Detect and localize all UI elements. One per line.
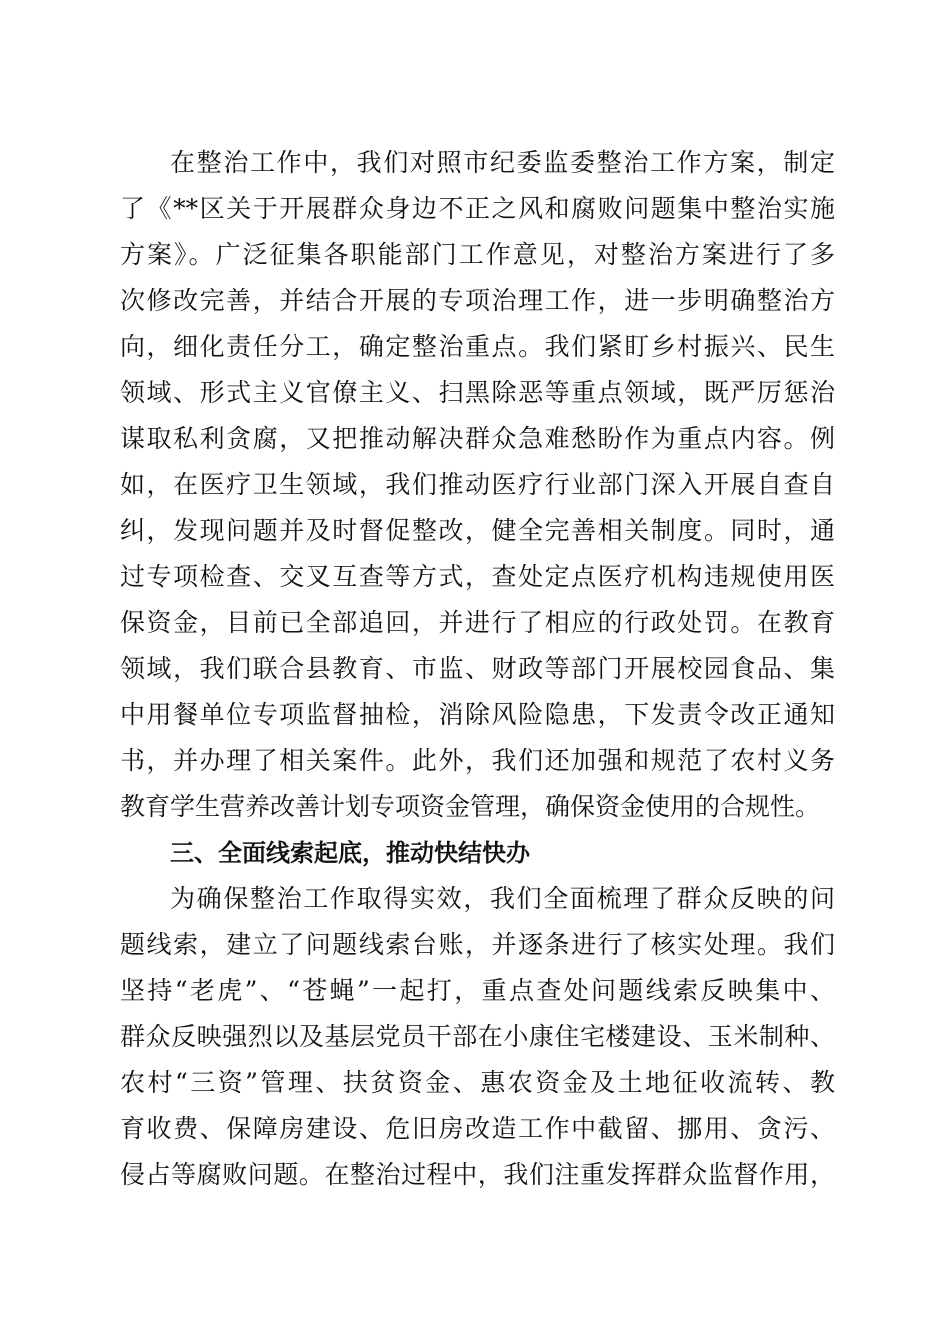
paragraph-line: 侵占等腐败问题。在整治过程中，我们注重发挥群众监督作用， xyxy=(120,1160,835,1189)
paragraph-line: 中用餐单位专项监督抽检，消除风险隐患，下发责令改正通知 xyxy=(120,700,835,729)
paragraph-line: 方案》。广泛征集各职能部门工作意见，对整治方案进行了多 xyxy=(120,240,835,269)
paragraph-line: 如，在医疗卫生领域，我们推动医疗行业部门深入开展自查自 xyxy=(120,470,835,499)
paragraph-line: 育收费、保障房建设、危旧房改造工作中截留、挪用、贪污、 xyxy=(120,1114,835,1143)
paragraph-line: 领域，我们联合县教育、市监、财政等部门开展校园食品、集 xyxy=(120,654,835,683)
paragraph-line: 书，并办理了相关案件。此外，我们还加强和规范了农村义务 xyxy=(120,746,835,775)
paragraph-line: 为确保整治工作取得实效，我们全面梳理了群众反映的问 xyxy=(170,884,835,913)
paragraph-line: 纠，发现问题并及时督促整改，健全完善相关制度。同时，通 xyxy=(120,516,835,545)
document-body xyxy=(120,140,835,1198)
section-heading: 三、全面线索起底，推动快结快办 xyxy=(170,839,530,867)
paragraph-line: 过专项检查、交叉互查等方式，查处定点医疗机构违规使用医 xyxy=(120,562,835,591)
paragraph-line: 群众反映强烈以及基层党员干部在小康住宅楼建设、玉米制种、 xyxy=(120,1022,835,1051)
paragraph-line: 次修改完善，并结合开展的专项治理工作，进一步明确整治方 xyxy=(120,286,835,315)
paragraph-line: 领域、形式主义官僚主义、扫黑除恶等重点领域，既严厉惩治 xyxy=(120,378,835,407)
paragraph-line: 教育学生营养改善计划专项资金管理，确保资金使用的合规性。 xyxy=(120,792,821,821)
paragraph-line: 在整治工作中，我们对照市纪委监委整治工作方案，制定 xyxy=(170,148,835,177)
paragraph-line: 坚持“老虎”、“苍蝇”一起打，重点查处问题线索反映集中、 xyxy=(120,976,835,1005)
paragraph-2 xyxy=(120,876,835,1198)
paragraph-line: 题线索，建立了问题线索台账，并逐条进行了核实处理。我们 xyxy=(120,930,835,959)
paragraph-line: 农村“三资”管理、扶贫资金、惠农资金及土地征收流转、教 xyxy=(120,1068,835,1097)
paragraph-1 xyxy=(120,140,835,830)
paragraph-line: 谋取私利贪腐，又把推动解决群众急难愁盼作为重点内容。例 xyxy=(120,424,835,453)
paragraph-line: 保资金，目前已全部追回，并进行了相应的行政处罚。在教育 xyxy=(120,608,835,637)
paragraph-line: 向，细化责任分工，确定整治重点。我们紧盯乡村振兴、民生 xyxy=(120,332,835,361)
paragraph-line: 了《**区关于开展群众身边不正之风和腐败问题集中整治实施 xyxy=(120,194,835,223)
